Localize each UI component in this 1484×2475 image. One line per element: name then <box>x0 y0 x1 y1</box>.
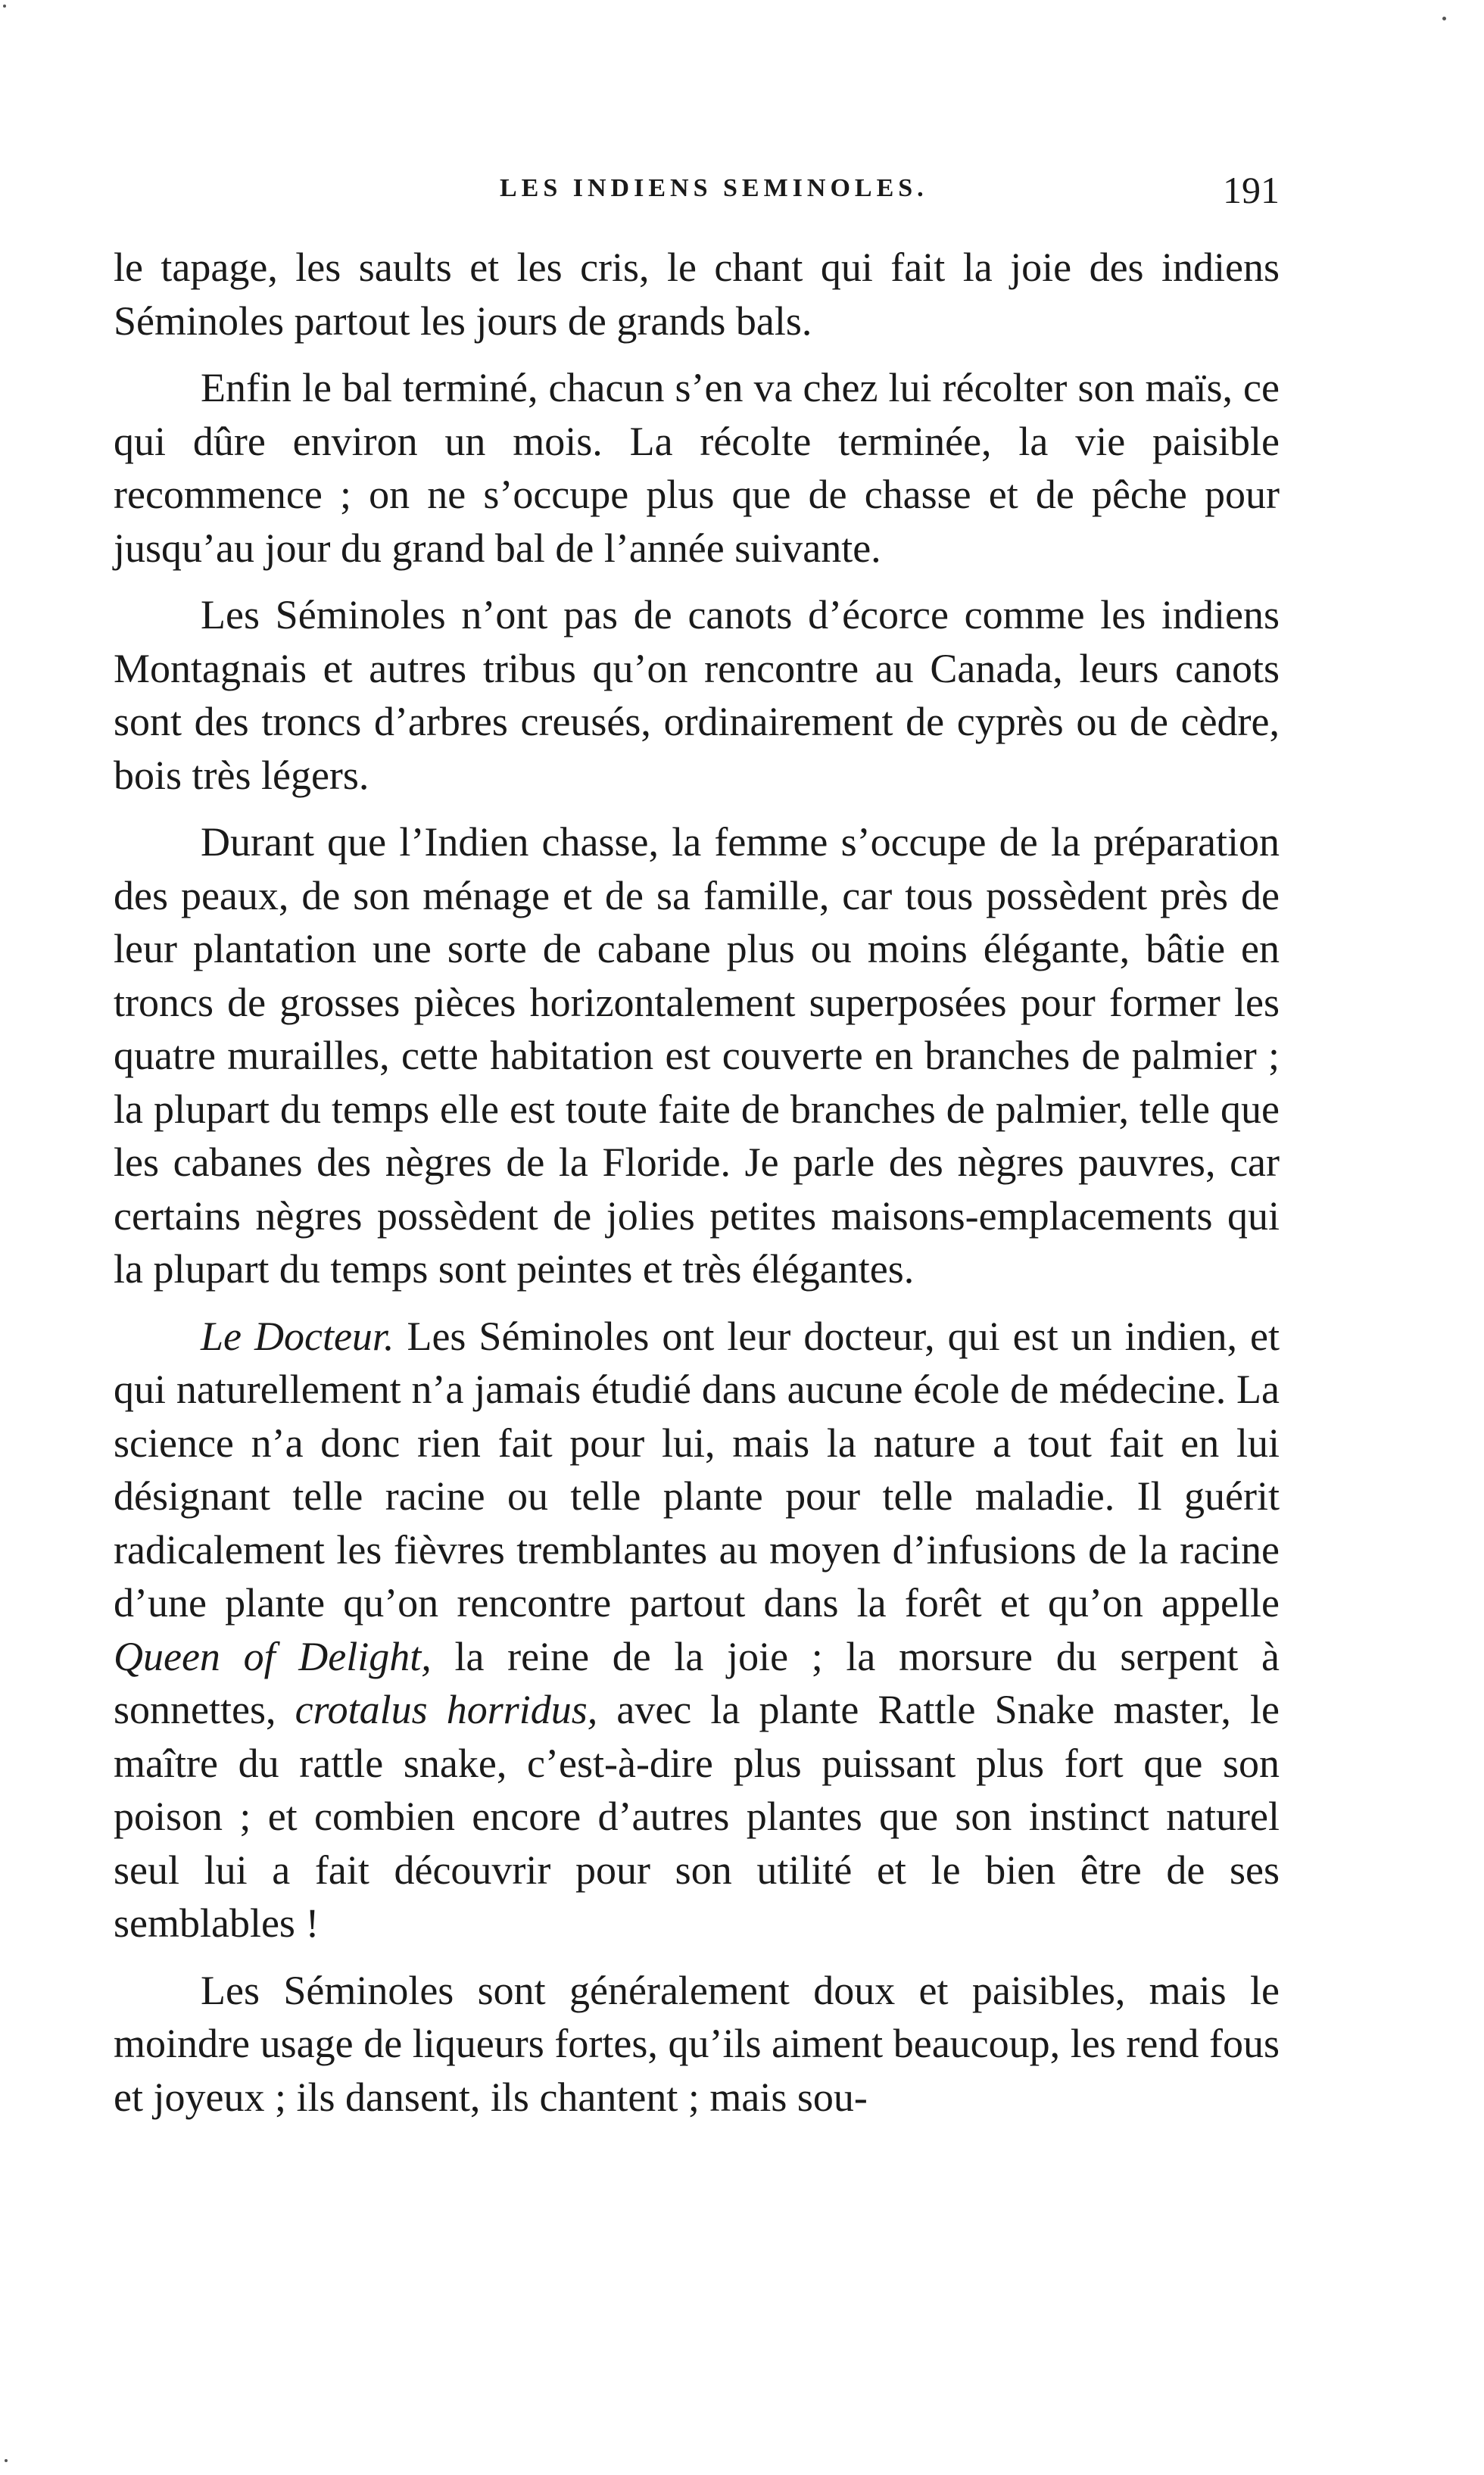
scan-speck-bottom-left <box>5 2459 8 2462</box>
scan-speck-top-right <box>1442 17 1446 20</box>
running-title: LES INDIENS SEMINOLES. <box>500 174 928 202</box>
species-name-crotalus: crotalus horridus, <box>295 1687 598 1732</box>
plant-name-queen-of-delight: Queen of Delight, <box>114 1633 432 1679</box>
paragraph-continued: le tapage, les saults et les cris, le chant qui fait la joie des indiens Séminoles partout les jours de grands bals. <box>114 245 1280 344</box>
scan-speck-top-left <box>3 5 6 8</box>
running-head <box>114 168 1280 221</box>
paragraph-cabane: Durant que l’Indien chasse, la femme s’occupe de la préparation des peaux, de son ménage et de sa famille, car tous possèdent près de leur plantation une sorte de cabane plus ou moins élégante, bâtie en troncs de grosses pièces horizontalement superposées pour former les quatre murailles, cette habitation est couverte en branches de palmier ; la plupart du temps elle est toute faite de branches de palmier, telle que les cabanes des nègres de la Floride. Je parle des nègres pauvres, car certains nègres possèdent de jolies petites maisons-emplacements qui la plupart du temps sont peintes et très élégantes. <box>114 819 1280 1292</box>
docteur-text-part3: avec la plante Rattle Snake master, le maître du rattle snake, c’est-à-dire plus puissant plus fort que son poison ; et combien encore d’autres plantes que son instinct naturel seul lui a fait découvrir pour son utilité et le bien être de ses semblables ! <box>114 1687 1280 1946</box>
body-text <box>114 241 1280 2137</box>
paragraph-liqueurs: Les Séminoles sont généralement doux et paisibles, mais le moindre usage de liqueurs fortes, qu’ils aiment beaucoup, les rend fous et joyeux ; ils dansent, ils chantent ; mais sou- <box>114 1967 1280 2120</box>
page-number: 191 <box>1223 169 1280 211</box>
section-lead-docteur: Le Docteur. <box>201 1313 394 1359</box>
paragraph-bal-termine: Enfin le bal terminé, chacun s’en va chez lui récolter son maïs, ce qui dûre environ un mois. La récolte terminée, la vie paisible recommence ; on ne s’occupe plus que de chasse et de pêche pour jusqu’au jour du grand bal de l’année suivante. <box>114 365 1280 571</box>
docteur-text-part1: Les Séminoles ont leur docteur, qui est un indien, et qui naturellement n’a jamais étudié dans aucune école de médecine. La science n’a donc rien fait pour lui, mais la nature a tout fait en lui désignant telle racine ou telle plante pour telle maladie. Il guérit radicalement les fièvres tremblantes au moyen d’infusions de la racine d’une plante qu’on rencontre partout dans la forêt et qu’on appelle <box>114 1313 1280 1626</box>
paragraph-canots: Les Séminoles n’ont pas de canots d’écorce comme les indiens Montagnais et autres tribus qu’on rencontre au Canada, leurs canots sont des troncs d’arbres creusés, ordinairement de cyprès ou de cèdre, bois très légers. <box>114 592 1280 798</box>
paragraph-docteur <box>114 1310 1280 1950</box>
docteur-text-part2: la reine de la joie ; la morsure du serpent à sonnettes, <box>114 1633 1280 1732</box>
